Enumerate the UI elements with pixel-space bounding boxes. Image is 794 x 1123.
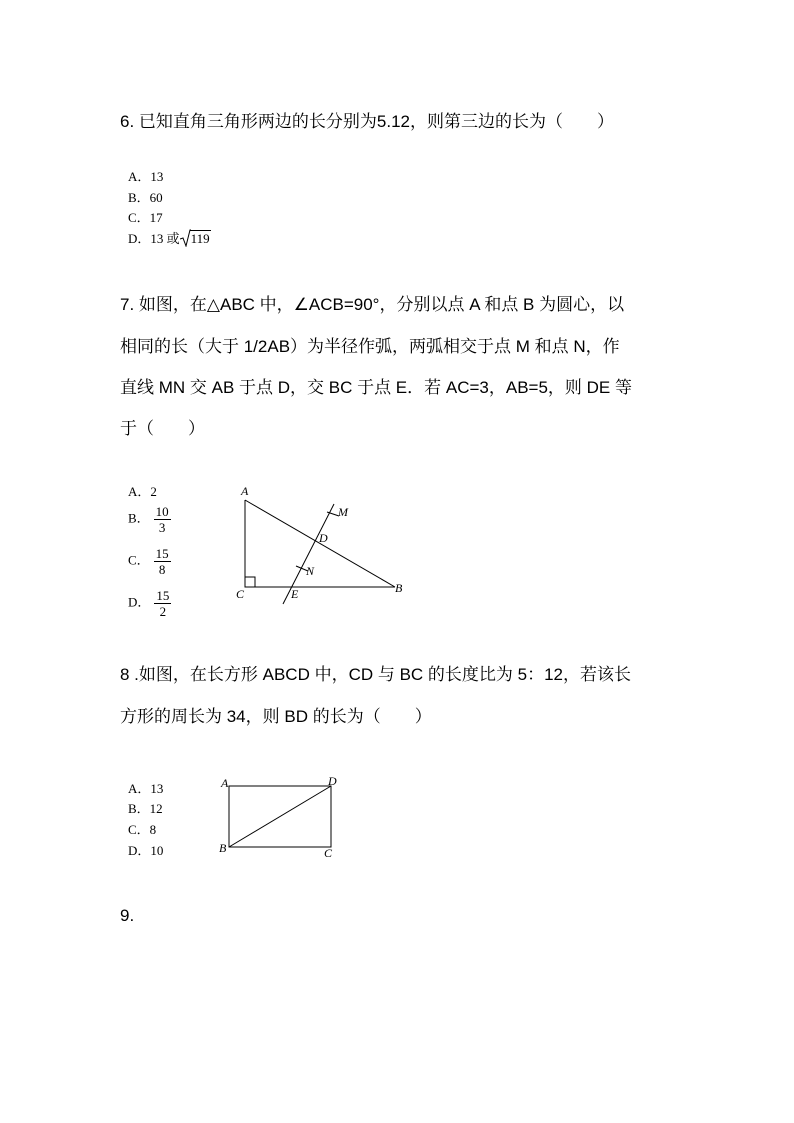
question-6-text: 6. 已知直角三角形两边的长分别为5.12，则第三边的长为（ ） — [120, 112, 614, 131]
q7-option-a: A．2 — [128, 484, 157, 499]
denominator: 3 — [158, 520, 166, 535]
denominator: 2 — [159, 604, 167, 619]
triangle-figure — [230, 480, 410, 610]
question-7-line-4: 于（ ） — [120, 419, 205, 438]
question-8-line-1: 8 .如图，在长方形 ABCD 中，CD 与 BC 的长度比为 5：12，若该长 — [120, 665, 632, 684]
right-angle-mark — [245, 577, 255, 587]
q6-option-d — [128, 228, 211, 247]
numerator: 10 — [155, 504, 169, 519]
q7-option-b — [128, 504, 171, 535]
label-c: C — [324, 846, 333, 860]
label-b: B — [219, 841, 227, 855]
diagonal-bd — [229, 786, 331, 847]
q8-option-d: D．10 — [128, 843, 164, 858]
label-a: A — [221, 776, 229, 790]
q6-option-c: C．17 — [128, 210, 163, 225]
q7-option-d-fraction — [154, 588, 171, 619]
denominator: 8 — [158, 562, 166, 577]
q8-option-a: A．13 — [128, 781, 164, 796]
label-d: D — [319, 531, 328, 545]
numerator: 15 — [155, 546, 169, 561]
q8-option-b: B．12 — [128, 801, 163, 816]
label-e: E — [291, 587, 299, 601]
question-9-text: 9. — [120, 906, 135, 925]
label-b: B — [395, 581, 403, 595]
q7-option-c — [128, 546, 171, 577]
label-n: N — [306, 564, 315, 578]
question-8-line-2: 方形的周长为 34，则 BD 的长为（ ） — [120, 707, 432, 726]
numerator: 15 — [156, 588, 170, 603]
q7-option-d-prefix: D． — [128, 594, 151, 610]
question-7-line-2: 相同的长（大于 1/2AB）为半径作弧，两弧相交于点 M 和点 N，作 — [120, 337, 620, 356]
question-7-line-1: 7. 如图，在△ABC 中，∠ACB=90°，分别以点 A 和点 B 为圆心，以 — [120, 295, 625, 314]
q8-option-c: C．8 — [128, 822, 157, 837]
q7-option-b-prefix: B． — [128, 510, 150, 526]
q7-option-d — [128, 588, 171, 619]
question-7-line-3: 直线 MN 交 AB 于点 D，交 BC 于点 E．若 AC=3，AB=5，则 DE 等 — [120, 378, 632, 397]
label-a: A — [241, 484, 249, 498]
q6-option-b: B．60 — [128, 190, 163, 205]
q6-option-d-radicand: 119 — [190, 231, 210, 246]
q7-option-c-fraction — [154, 546, 171, 577]
q6-option-d-prefix: D．13 或 — [128, 231, 180, 246]
label-d: D — [328, 774, 337, 788]
q7-option-c-prefix: C． — [128, 552, 150, 568]
q6-option-a: A．13 — [128, 169, 164, 184]
label-c: C — [236, 587, 245, 601]
rectangle-figure — [215, 772, 345, 862]
label-m: M — [338, 505, 348, 519]
sqrt-sign — [180, 231, 211, 247]
q7-option-b-fraction — [154, 504, 171, 535]
